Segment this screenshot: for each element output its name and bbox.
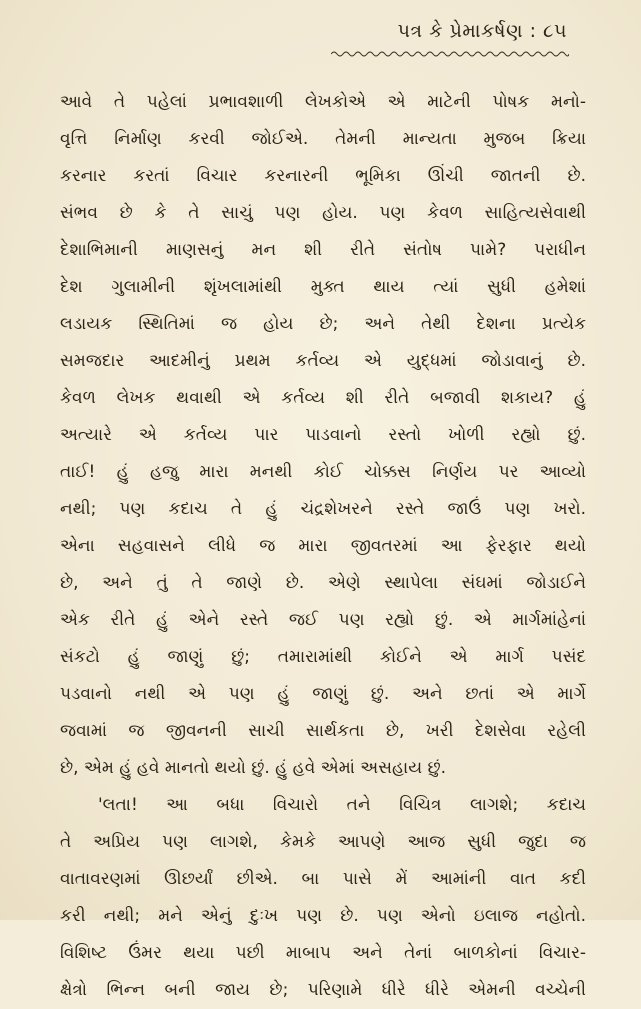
- text-line: લડાયક સ્થિતિમાં જ હોય છે; અને તેથી દેશના પ્રત્યેક: [60, 314, 586, 334]
- text-line: કેવળ લેખક થવાથી એ કર્તવ્ય શી રીતે બજાવી શકાય? હું: [60, 388, 586, 408]
- text-line: કરી નથી; મને એનું દુઃખ પણ છે. પણ એનો ઇલાજ નહોતો.: [60, 906, 586, 926]
- text-line: સંકટો હું જાણું છું; તમારામાંથી કોઈને એ માર્ગ પસંદ: [60, 647, 586, 667]
- paragraph: [60, 787, 586, 1009]
- text-line: આવે તે પહેલાં પ્રભાવશાળી લેખકોએ એ માટેની પોષક મનો-: [60, 92, 586, 112]
- text-line: તે અપ્રિય પણ લાગશે, કેમકે આપણે આજ સુધી જુદા જ: [60, 832, 586, 852]
- text-line: છે, અને તું તે જાણે છે. એણે સ્થાપેલા સંઘમાં જોડાઈને: [60, 573, 586, 593]
- text-line: વિશિષ્ટ ઉંમર થયા પછી માબાપ અને તેનાં બાળકોનાં વિચાર-: [60, 943, 586, 963]
- text-line: કરનાર કરતાં વિચાર કરનારની ભૂમિકા ઊંચી જાતની છે.: [60, 166, 586, 186]
- text-line: 'લતા! આ બધા વિચારો તને વિચિત્ર લાગશે; કદાચ: [98, 795, 586, 815]
- text-line: તાઈ! હું હજુ મારા મનથી કોઈ ચોક્કસ નિર્ણય પર આવ્યો: [60, 462, 586, 482]
- running-head: પત્ર કે પ્રેમાકર્ષણ : ૮૫: [397, 20, 567, 42]
- wavy-rule: [331, 50, 569, 58]
- text-line: દેશાભિમાની માણસનું મન શી રીતે સંતોષ પામે? પરાધીન: [60, 240, 586, 260]
- text-line: પડવાનો નથી એ પણ હું જાણું છું. અને છતાં એ માર્ગે: [60, 684, 586, 704]
- text-line: જવામાં જ જીવનની સાચી સાર્થકતા છે, ખરી દેશસેવા રહેલી: [60, 721, 586, 741]
- text-line: અત્યારે એ કર્તવ્ય પાર પાડવાનો રસ્તો ખોળી રહ્યો છું.: [60, 425, 586, 445]
- text-line: એના સહવાસને લીધે જ મારા જીવતરમાં આ ફેરફાર થયો: [60, 536, 586, 556]
- text-line: ક્ષેત્રો ભિન્ન બની જાય છે; પરિણામે ધીરે ધીરે એમની વચ્ચેની: [60, 980, 586, 1000]
- text-line: સંભવ છે કે તે સાચું પણ હોય. પણ કેવળ સાહિત્યસેવાથી: [60, 203, 586, 223]
- text-line: છે, એમ હું હવે માનતો થયો છું. હું હવે એમાં અસહાય છું.: [60, 758, 447, 778]
- text-line: વૃત્તિ નિર્માણ કરવી જોઈએ. તેમની માન્યતા મુજબ ક્રિયા: [60, 129, 586, 149]
- body-text: [60, 84, 586, 1009]
- paragraph: [60, 84, 586, 787]
- text-line: દેશ ગુલામીની શૃંખલામાંથી મુક્ત થાય ત્યાં સુધી હમેશાં: [60, 277, 586, 297]
- text-line: એક રીતે હું એને રસ્તે જઈ પણ રહ્યો છું. એ માર્ગમાંહેનાં: [60, 610, 586, 630]
- text-line: વાતાવરણમાં ઊછર્યાં છીએ. બા પાસે મેં આમાંની વાત કદી: [60, 869, 586, 889]
- text-line: સમજદાર આદમીનું પ્રથમ કર્તવ્ય એ યુદ્ધમાં જોડાવાનું છે.: [60, 351, 586, 371]
- text-line: નથી; પણ કદાચ તે હું ચંદ્રશેખરને રસ્તે જાઉં પણ ખરો.: [60, 499, 586, 519]
